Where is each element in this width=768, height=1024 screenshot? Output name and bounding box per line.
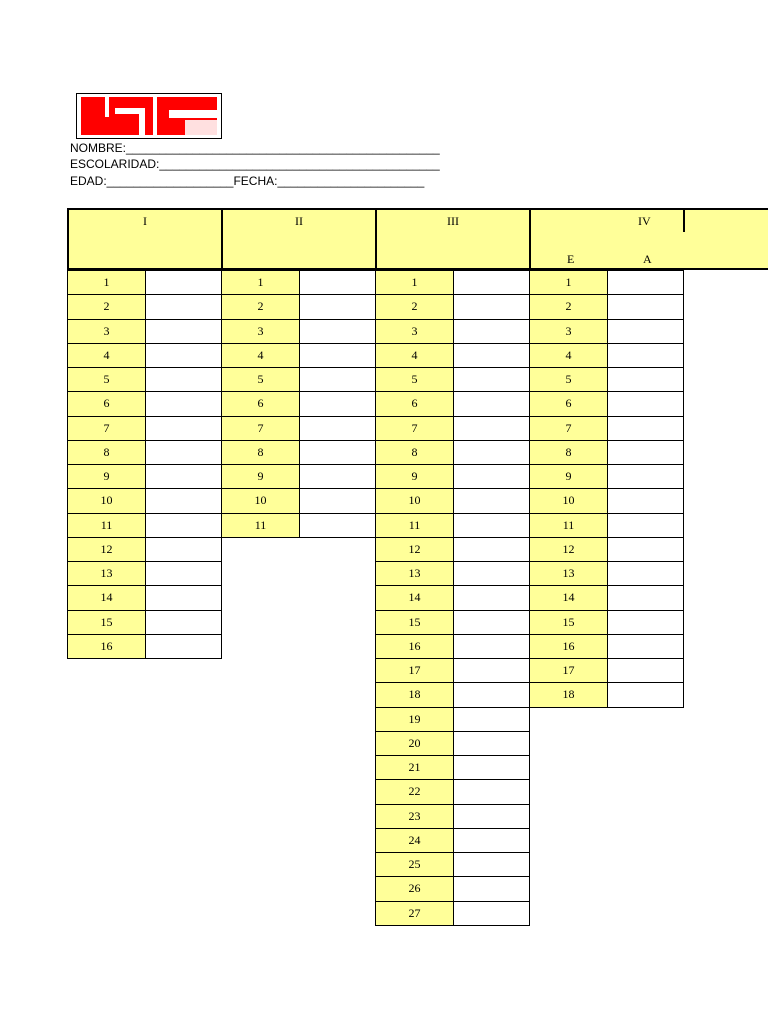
item-number: 19 — [375, 707, 454, 732]
answer-cell[interactable] — [453, 779, 530, 804]
answer-cell[interactable] — [299, 367, 376, 392]
answer-cell[interactable] — [145, 488, 222, 513]
item-number: 1 — [221, 270, 300, 295]
answer-cell[interactable] — [145, 391, 222, 416]
item-number: 14 — [375, 585, 454, 610]
answer-cell[interactable] — [453, 876, 530, 901]
section-title: I — [143, 213, 147, 228]
item-number: 27 — [375, 901, 454, 926]
answer-cell[interactable] — [607, 367, 684, 392]
item-number: 12 — [67, 537, 146, 562]
answer-cell[interactable] — [453, 610, 530, 635]
item-number: 12 — [529, 537, 608, 562]
item-number: 10 — [375, 488, 454, 513]
answer-cell[interactable] — [299, 319, 376, 344]
item-number: 17 — [375, 658, 454, 683]
item-number: 11 — [221, 513, 300, 538]
answer-cell[interactable] — [145, 294, 222, 319]
answer-cell[interactable] — [299, 416, 376, 441]
answer-cell[interactable] — [299, 488, 376, 513]
item-number: 15 — [67, 610, 146, 635]
item-number: 1 — [375, 270, 454, 295]
item-number: 9 — [529, 464, 608, 489]
answer-cell[interactable] — [145, 537, 222, 562]
answer-cell[interactable] — [145, 440, 222, 465]
answer-cell[interactable] — [453, 755, 530, 780]
item-number: 18 — [375, 682, 454, 707]
answer-cell[interactable] — [145, 270, 222, 295]
answer-cell[interactable] — [145, 319, 222, 344]
item-number: 22 — [375, 779, 454, 804]
answer-cell[interactable] — [607, 391, 684, 416]
answer-cell[interactable] — [453, 658, 530, 683]
item-number: 12 — [375, 537, 454, 562]
answer-cell[interactable] — [453, 828, 530, 853]
item-number: 17 — [529, 658, 608, 683]
answer-cell[interactable] — [453, 707, 530, 732]
item-number: 2 — [221, 294, 300, 319]
sub-label-a: A — [643, 252, 652, 266]
item-number: 11 — [375, 513, 454, 538]
item-number: 15 — [529, 610, 608, 635]
item-number: 13 — [67, 561, 146, 586]
answer-cell[interactable] — [453, 852, 530, 877]
item-number: 11 — [67, 513, 146, 538]
item-number: 3 — [375, 319, 454, 344]
item-number: 10 — [67, 488, 146, 513]
item-number: 5 — [529, 367, 608, 392]
answer-cell[interactable] — [453, 270, 530, 295]
item-number: 16 — [529, 634, 608, 659]
answer-cell[interactable] — [453, 585, 530, 610]
item-number: 14 — [67, 585, 146, 610]
item-number: 13 — [529, 561, 608, 586]
item-number: 26 — [375, 876, 454, 901]
item-number: 3 — [529, 319, 608, 344]
answer-cell[interactable] — [453, 367, 530, 392]
section-subheader-1 — [67, 232, 221, 270]
answer-cell[interactable] — [453, 513, 530, 538]
item-number: 7 — [221, 416, 300, 441]
item-number: 4 — [67, 343, 146, 368]
item-number: 14 — [529, 585, 608, 610]
answer-cell[interactable] — [145, 416, 222, 441]
item-number: 23 — [375, 804, 454, 829]
section-header-3 — [375, 208, 529, 234]
item-number: 18 — [529, 682, 608, 707]
answer-cell[interactable] — [607, 270, 684, 295]
answer-cell[interactable] — [145, 367, 222, 392]
section-header-2 — [221, 208, 375, 234]
answer-cell[interactable] — [453, 391, 530, 416]
answer-cell[interactable] — [453, 634, 530, 659]
item-number: 15 — [375, 610, 454, 635]
answer-cell[interactable] — [299, 270, 376, 295]
item-number: 4 — [529, 343, 608, 368]
item-number: 1 — [67, 270, 146, 295]
item-number: 10 — [529, 488, 608, 513]
section-title: III — [447, 213, 459, 228]
answer-cell[interactable] — [299, 464, 376, 489]
section-header-4 — [529, 208, 768, 234]
item-number: 25 — [375, 852, 454, 877]
answer-cell[interactable] — [299, 391, 376, 416]
answer-cell[interactable] — [299, 440, 376, 465]
answer-cell[interactable] — [607, 634, 684, 659]
item-number: 4 — [375, 343, 454, 368]
edad-fecha-field[interactable]: EDAD:___________________FECHA:______________________ — [70, 174, 425, 188]
answer-cell[interactable] — [607, 464, 684, 489]
answer-cell[interactable] — [299, 294, 376, 319]
answer-cell[interactable] — [453, 464, 530, 489]
answer-cell[interactable] — [607, 440, 684, 465]
item-number: 21 — [375, 755, 454, 780]
item-number: 16 — [67, 634, 146, 659]
item-number: 11 — [529, 513, 608, 538]
section-title: IV — [638, 213, 651, 228]
item-number: 2 — [375, 294, 454, 319]
item-number: 1 — [529, 270, 608, 295]
item-number: 6 — [529, 391, 608, 416]
answer-cell[interactable] — [607, 537, 684, 562]
answer-cell[interactable] — [607, 658, 684, 683]
item-number: 4 — [221, 343, 300, 368]
answer-cell[interactable] — [145, 561, 222, 586]
item-number: 7 — [529, 416, 608, 441]
escolaridad-field[interactable]: ESCOLARIDAD:__________________________________________ — [70, 157, 440, 171]
answer-cell[interactable] — [453, 731, 530, 756]
answer-cell[interactable] — [453, 561, 530, 586]
section-header-1 — [67, 208, 221, 234]
item-number: 9 — [67, 464, 146, 489]
item-number: 7 — [67, 416, 146, 441]
company-logo — [76, 93, 222, 139]
answer-cell[interactable] — [145, 464, 222, 489]
item-number: 3 — [67, 319, 146, 344]
item-number: 2 — [529, 294, 608, 319]
answer-cell[interactable] — [453, 343, 530, 368]
section-subheader-3 — [375, 232, 529, 270]
item-number: 6 — [67, 391, 146, 416]
answer-cell[interactable] — [453, 537, 530, 562]
item-number: 9 — [221, 464, 300, 489]
answer-cell[interactable] — [453, 294, 530, 319]
item-number: 9 — [375, 464, 454, 489]
answer-cell[interactable] — [607, 561, 684, 586]
answer-cell[interactable] — [607, 294, 684, 319]
answer-cell[interactable] — [145, 585, 222, 610]
item-number: 24 — [375, 828, 454, 853]
answer-cell[interactable] — [453, 416, 530, 441]
item-number: 10 — [221, 488, 300, 513]
answer-cell[interactable] — [299, 343, 376, 368]
answer-cell[interactable] — [453, 319, 530, 344]
section-title: II — [295, 213, 303, 228]
answer-cell[interactable] — [299, 513, 376, 538]
item-number: 5 — [67, 367, 146, 392]
answer-cell[interactable] — [145, 634, 222, 659]
answer-cell[interactable] — [453, 682, 530, 707]
answer-cell[interactable] — [607, 319, 684, 344]
item-number: 20 — [375, 731, 454, 756]
nombre-field[interactable]: NOMBRE:_______________________________________________ — [70, 141, 440, 155]
answer-cell[interactable] — [145, 343, 222, 368]
item-number: 6 — [221, 391, 300, 416]
answer-cell[interactable] — [607, 682, 684, 707]
item-number: 8 — [375, 440, 454, 465]
answer-cell[interactable] — [453, 488, 530, 513]
answer-cell[interactable] — [607, 513, 684, 538]
answer-cell[interactable] — [453, 901, 530, 926]
item-number: 2 — [67, 294, 146, 319]
item-number: 7 — [375, 416, 454, 441]
answer-cell[interactable] — [607, 488, 684, 513]
item-number: 8 — [221, 440, 300, 465]
item-number: 8 — [67, 440, 146, 465]
answer-cell[interactable] — [607, 610, 684, 635]
answer-cell[interactable] — [607, 416, 684, 441]
section-subheader-2 — [221, 232, 375, 270]
item-number: 5 — [221, 367, 300, 392]
item-number: 8 — [529, 440, 608, 465]
answer-cell[interactable] — [145, 513, 222, 538]
answer-cell[interactable] — [607, 343, 684, 368]
answer-cell[interactable] — [145, 610, 222, 635]
answer-cell[interactable] — [607, 585, 684, 610]
answer-cell[interactable] — [453, 804, 530, 829]
item-number: 6 — [375, 391, 454, 416]
item-number: 3 — [221, 319, 300, 344]
item-number: 13 — [375, 561, 454, 586]
item-number: 16 — [375, 634, 454, 659]
sub-label-e: E — [567, 252, 575, 266]
answer-cell[interactable] — [453, 440, 530, 465]
item-number: 5 — [375, 367, 454, 392]
